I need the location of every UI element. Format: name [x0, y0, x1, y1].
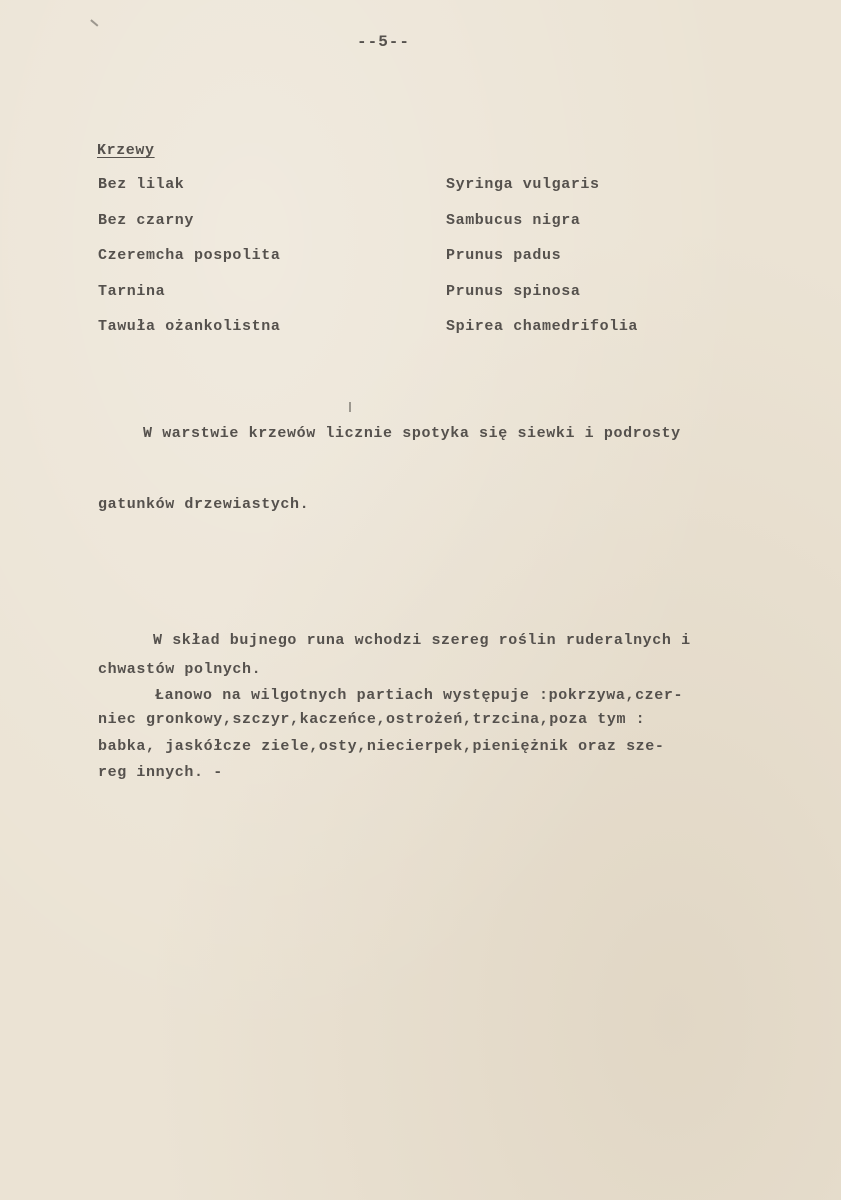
shrub-latin-name: Prunus padus	[446, 247, 562, 264]
shrub-common-name: Bez czarny	[98, 212, 195, 229]
shrub-latin-name: Prunus spinosa	[446, 283, 581, 300]
paragraph-line: W skład bujnego runa wchodzi szereg roślin ruderalnych i	[153, 632, 691, 649]
paragraph-line: W warstwie krzewów licznie spotyka się siewki i podrosty	[143, 425, 681, 442]
paragraph-line: reg innych. -	[98, 764, 223, 781]
shrub-latin-name: Spirea chamedrifolia	[446, 318, 639, 335]
paragraph-line: babka, jaskółcze ziele,osty,niecierpek,pieniężnik oraz sze-	[98, 738, 665, 755]
stray-mark	[91, 19, 99, 26]
paragraph-line: niec gronkowy,szczyr,kaczeńce,ostrożeń,trzcina,poza tym :	[98, 711, 646, 728]
paragraph-line: gatunków drzewiastych.	[98, 496, 310, 513]
shrub-common-name: Tawuła ożankolistna	[98, 318, 281, 335]
stray-mark	[349, 402, 351, 412]
paragraph-line: chwastów polnych.	[98, 661, 262, 678]
shrub-common-name: Tarnina	[98, 283, 166, 300]
paragraph-line: Łanowo na wilgotnych partiach występuje :pokrzywa,czer-	[155, 687, 684, 704]
shrub-common-name: Czeremcha pospolita	[98, 247, 281, 264]
page-number: --5--	[357, 33, 411, 51]
shrub-latin-name: Syringa vulgaris	[446, 176, 600, 193]
shrub-latin-name: Sambucus nigra	[446, 212, 581, 229]
section-heading: Krzewy	[97, 142, 155, 159]
shrub-common-name: Bez lilak	[98, 176, 185, 193]
